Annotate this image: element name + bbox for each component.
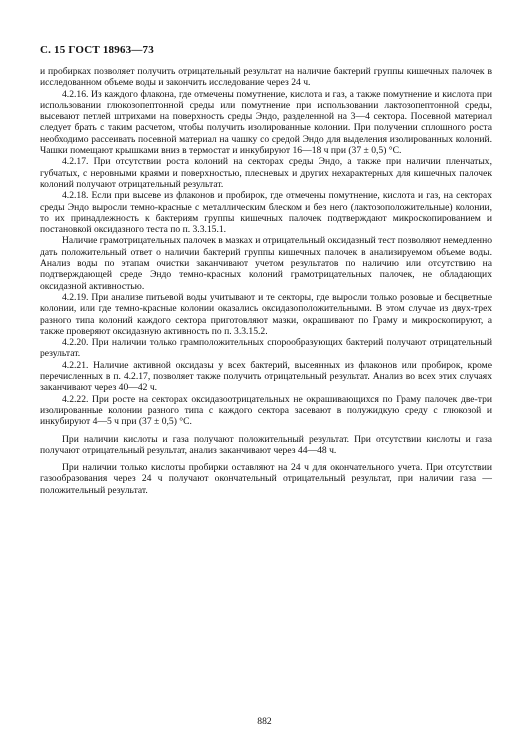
- paragraph-4-2-21: 4.2.21. Наличие активной оксидазы у всех бактерий, высеянных из флаконов или пробирок, кроме перечисленных в п. 4.2.17, позволяет также получить отрицательный результат. Анализ во всех этих случаях заканчивают через 40—42 ч.: [40, 359, 492, 394]
- paragraph-4-2-18: 4.2.18. Если при высеве из флаконов и пробирок, где отмечены помутнение, кислота и газ, на секторах среды Эндо выросли темно-красные с металлическим блеском и без него (лактозоположительные) колонии, то их принадлежность к бактериям группы кишечных палочек подтверждают микроскопированием и постановкой оксидазного теста по п. 3.3.15.1.: [40, 190, 492, 236]
- paragraph-gram-negative: Наличие грамотрицательных палочек в мазках и отрицательный оксидазный тест позволяют немедленно дать положительный ответ о наличии бактерий группы кишечных палочек в анализируемом объеме воды. Анализ воды по этапам очистки заканчивают учетом результатов по наличию или отсутствию на подтверждающей среде Эндо темно-красных колоний грамотрицательных палочек, не обладающих оксидазной активностью.: [40, 235, 492, 292]
- paragraph-4-2-20: 4.2.20. При наличии только грамположительных спорообразующих бактерий получают отрицательный результат.: [40, 337, 492, 360]
- paragraph-acid-only: При наличии только кислоты пробирки оставляют на 24 ч для окончательного учета. При отсутствии газообразования через 24 ч получают окончательный отрицательный результат, при наличии газа — положительный результат.: [40, 462, 492, 496]
- paragraph-acid-gas: При наличии кислоты и газа получают положительный результат. При отсутствии кислоты и газа получают отрицательный результат, анализ заканчивают через 44—48 ч.: [40, 433, 492, 456]
- page-header: С. 15 ГОСТ 18963—73: [40, 44, 154, 56]
- paragraph-4-2-19: 4.2.19. При анализе питьевой воды учитывают и те секторы, где выросли только розовые и бесцветные колонии, или где темно-красные колонии оказались оксидазоположительными. В этом случае из двух-трех разного типа колоний каждого сектора приготовляют мазки, окрашивают по Граму и микроскопируют, а также проверяют оксидазную активность по п. 3.3.15.2.: [40, 291, 492, 337]
- paragraph-4-2-17: 4.2.17. При отсутствии роста колоний на секторах среды Эндо, а также при наличии пленчатых, губчатых, с неровными краями и поверхностью, плесневых и других нехарактерных для кишечных палочек колоний получают отрицательный результат.: [40, 156, 492, 190]
- page-number: 882: [257, 716, 272, 727]
- paragraph-continuation: и пробирках позволяет получить отрицательный результат на наличие бактерий группы кишечных палочек в исследованном объеме воды и закончить исследование через 24 ч.: [40, 66, 492, 89]
- document-body: [40, 66, 492, 496]
- paragraph-4-2-22: 4.2.22. При росте на секторах оксидазоотрицательных не окрашивающихся по Граму палочек две-три изолированные колонии разного типа с каждого сектора засевают в полужидкую среду с глюкозой и инкубируют 4—5 ч при (37 ± 0,5) °С.: [40, 393, 492, 428]
- paragraph-4-2-16: 4.2.16. Из каждого флакона, где отмечены помутнение, кислота и газ, а также помутнение и кислота при использовании глюкозопептонной среды или помутнение при использовании лактозопептонной среды, высевают петлей штрихами на поверхность среды Эндо, разделенной на 3—4 сектора. Посевной материал следует брать с таким расчетом, чтобы получить изолированные колонии. При получении сплошного роста необходимо рассеивать посевной материал на чашку со средой Эндо для выделения изолированных колоний. Чашки помещают крышками вниз в термостат и инкубируют 16—18 ч при (37 ± 0,5) °С.: [40, 88, 492, 157]
